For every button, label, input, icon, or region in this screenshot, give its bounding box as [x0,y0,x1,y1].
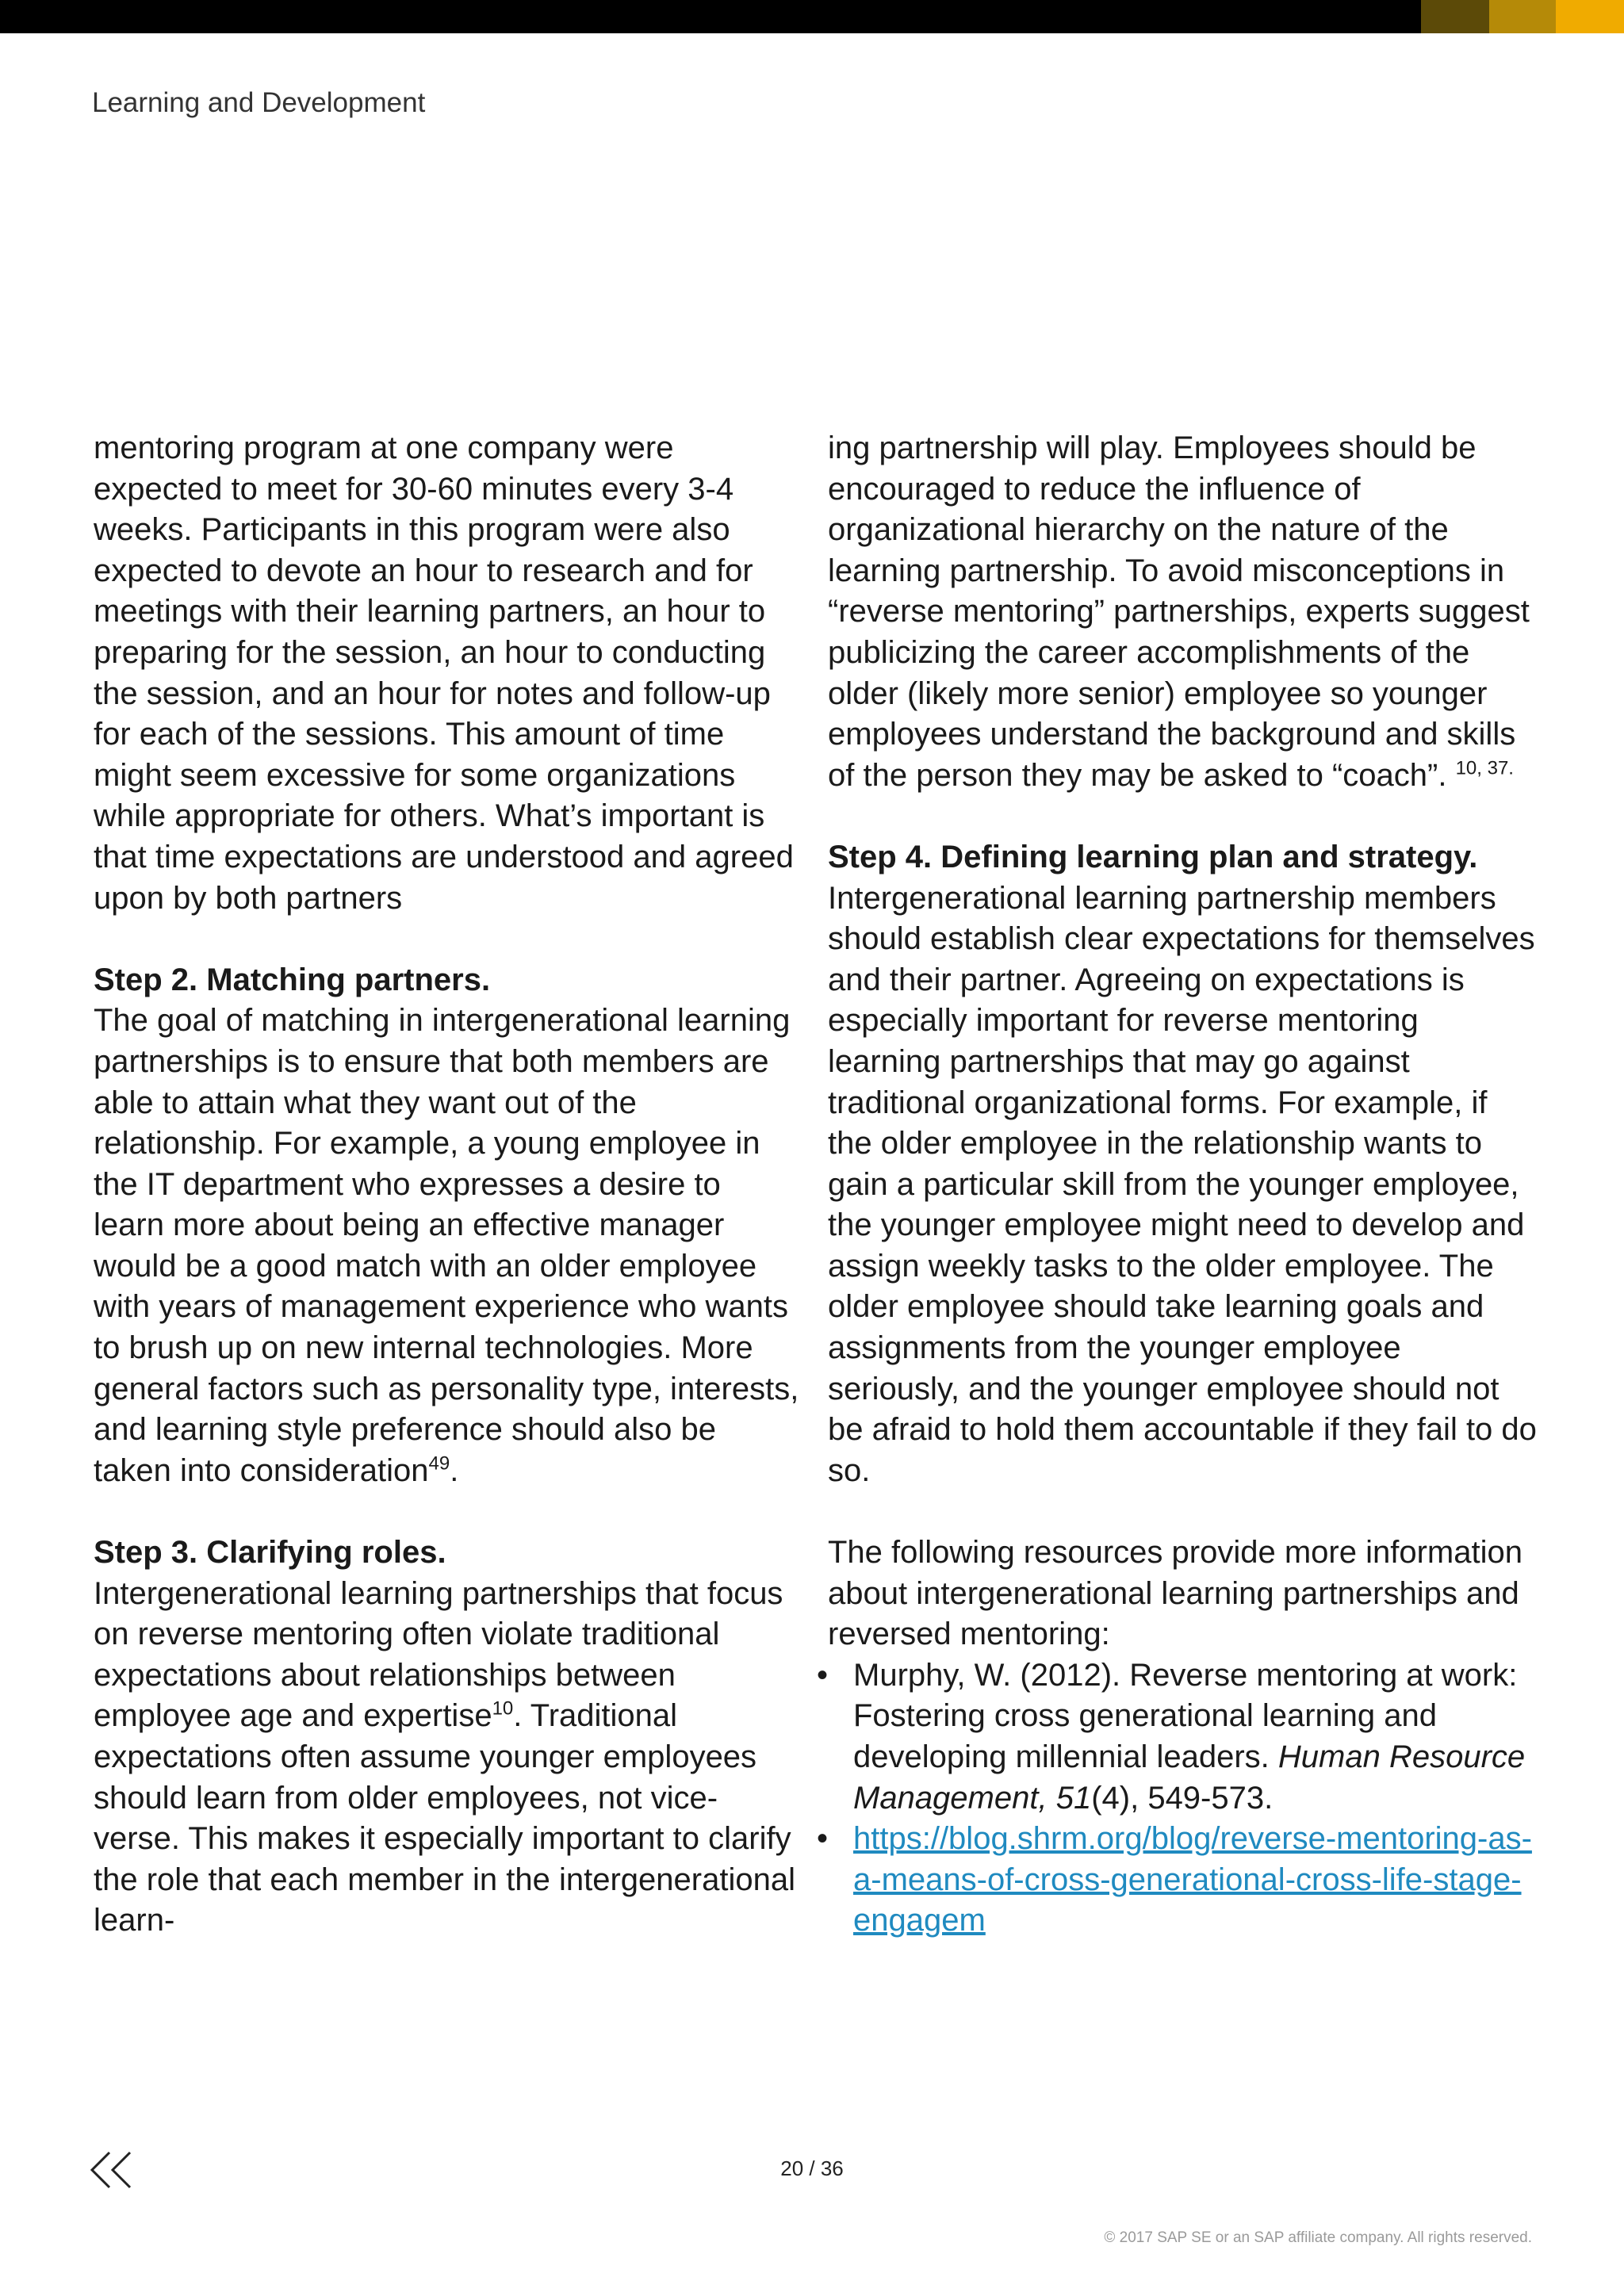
step-3-reference: 10 [492,1698,514,1720]
page-number: 20 / 36 [780,2156,844,2180]
step-3-text-a: Intergenerational learning partnerships that focus on reverse mentoring often violate traditional expectations about relationships between employee age and expertise [94,1575,783,1734]
step-2-body [94,1001,799,1491]
color-swatch-mid [1489,0,1556,33]
color-swatch-dark [1421,0,1489,33]
step-2-section [94,960,799,1492]
step-3-section [94,1533,799,1942]
step-2-period: . [450,1452,459,1488]
step-2-reference: 49 [428,1452,450,1475]
step-2-title: Step 2. Matching partners. [94,962,491,997]
step-4-section [828,837,1538,1492]
resources-list [828,1655,1538,1942]
step-4-title: Step 4. Defining learning plan and strategy. [828,839,1478,874]
resources-intro: The following resources provide more information about intergenerational learning partnerships and reversed mentoring: [828,1535,1522,1652]
resources-section [828,1533,1538,1942]
left-column [94,428,799,1942]
copyright-notice: © 2017 SAP SE or an SAP affiliate company. All rights reserved. [1104,2229,1532,2246]
ref-1-text-a: Murphy, W. (2012). Reverse mentoring at work: Fostering cross generational learning and developing millennial leaders. [853,1657,1518,1774]
step-3-text-b: . Traditional expectations often assume younger employees should learn from older employees, not vice-verse. This makes it especially important to clarify the role that each member in the intergenerational learn- [94,1698,795,1938]
left-intro-paragraph: mentoring program at one company were expected to meet for 30-60 minutes every 3-4 weeks. Participants in this program were also expected to devote an hour to research and for meetings with their learning partners, an hour to preparing for the session, an hour to conducting the session, and an hour for notes and follow-up for each of the sessions. This amount of time might seem excessive for some organizations while appropriate for others. What’s important is that time expectations are understood and agreed upon by both partners [94,430,794,916]
step-2-text: The goal of matching in intergenerational learning partnerships is to ensure that both members are able to attain what they want out of the relationship. For example, a young employee in the IT department who expresses a desire to learn more about being an effective manager would be a good match with an older employee with years of management experience who wants to brush up on new internal technologies. More general factors such as personality type, interests, and learning style preference should also be taken into consideration [94,1003,799,1488]
section-label: Learning and Development [92,87,426,118]
ref-1-journal: Human Resource Management, 51 [853,1739,1526,1816]
top-bar [0,0,1624,33]
resource-item-shrm [828,1819,1538,1942]
right-column [828,428,1538,1942]
shrm-blog-link[interactable]: • https://blog.shrm.org/blog/reverse-mentoring-as-a-means-of-cross-generational-cross-life-stage-engagem [853,1821,1532,1938]
color-swatch-gold [1556,0,1624,33]
step-3-body [94,1574,799,1942]
right-intro-reference: 10, 37. [1455,757,1514,779]
right-intro-text: ing partnership will play. Employees should be encouraged to reduce the influence of organizational hierarchy on the nature of the learning partnership. To avoid misconceptions in “reverse mentoring” partnerships, experts suggest publicizing the career accomplishments of the older (likely more senior) employee so younger employees understand the background and skills of the person they may be asked to “coach”. [828,430,1530,793]
right-intro-paragraph [828,428,1538,796]
ref-1-text-b: (4), 549-573. [1091,1780,1274,1816]
step-4-body: Intergenerational learning partnership members should establish clear expectations for themselves and their partner. Agreeing on expectations is especially important for reverse mentoring learning partnerships that may go against traditional organizational forms. For example, if the older employee in the relationship wants to gain a particular skill from the younger employee, the younger employee might need to develop and assign weekly tasks to the older employee. The older employee should take learning goals and assignments from the younger employee seriously, and the younger employee should not be afraid to hold them accountable if they fail to do so. [828,880,1537,1488]
step-3-title: Step 3. Clarifying roles. [94,1535,446,1571]
resource-item-murphy [828,1655,1538,1819]
